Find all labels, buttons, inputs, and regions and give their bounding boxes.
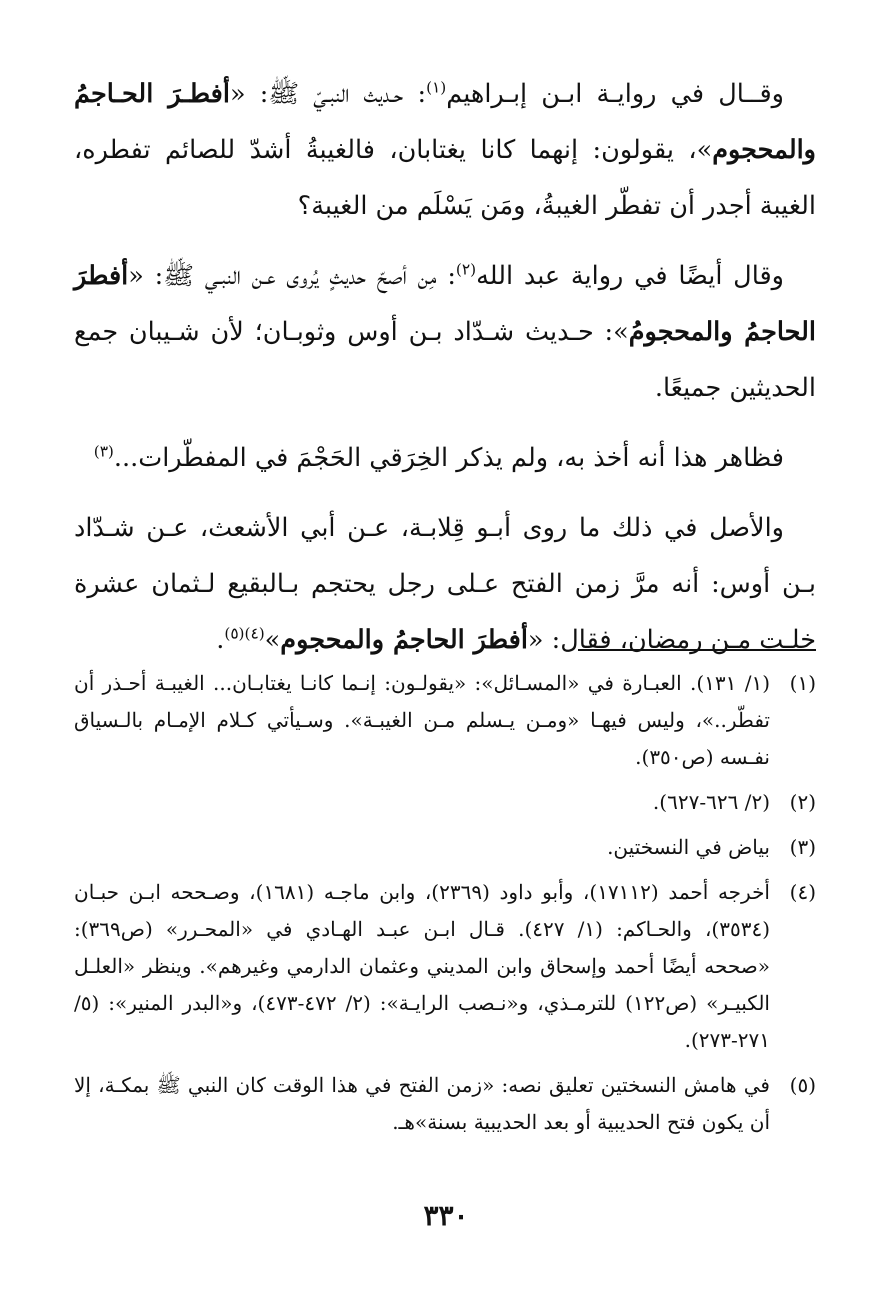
paragraph-text: : مِن أصحّ حديثٍ يُروى عـن النبـي ﷺ: « [128, 261, 456, 291]
paragraph-text: »، يقولون: إنهما كانا يغتابان، فالغيبةُ أشدّ للصائم تفطره، الغيبة أجدر أن تفطّر الغيبةُ، ومَن يَسْلَم من الغيبة؟ [74, 135, 816, 221]
footnote-2 [74, 784, 816, 821]
paragraph-text: فظاهر هذا أنه أخذ به، ولم يذكر الخِرَقي الحَجْمَ في المفطّرات... [113, 443, 784, 473]
footnote-3 [74, 829, 816, 866]
footnote-text: أخرجه أحمد (١٧١١٢)، وأبو داود (٢٣٦٩)، وابن ماجـه (١٦٨١)، وصـححه ابـن حبـان (٣٥٣٤)، والحـاكم: (١/ ٤٢٧). قـال ابـن عبـد الهـادي في «المحـرر» (ص٣٦٩): «صححه أيضًا أحمد وإسحاق وابن المديني وعثمان الدارمي وغيرهم». وينظر «العلـل الكبيـر» (ص١٢٢) للترمـذي، و«نـصب الرايـة»: (٢/ ٤٧٢-٤٧٣)، و«البدر المنير»: (٥/ ٢٧١-٢٧٣). [74, 880, 770, 1052]
paragraph-4 [74, 500, 816, 668]
footnote-4 [74, 874, 816, 1059]
footnote-marker: (٢) [455, 260, 477, 279]
footnote-number: (٢) [789, 790, 816, 814]
footnote-text: بياض في النسختين. [607, 835, 770, 859]
hadith-quote: أفطـرَ الحـاجمُ والمحجوم [74, 79, 816, 165]
footnotes [74, 665, 816, 1149]
footnote-marker: (٣) [93, 442, 114, 461]
footnote-number: (٤) [789, 880, 816, 904]
paragraph-text: »: حـديث شـدّاد بـن أوس وثوبـان؛ لأن شـيبان جمع الحديثين جميعًا. [74, 317, 816, 403]
footnote-marker: (٤)(٥) [224, 624, 265, 643]
footnote-1 [74, 665, 816, 776]
page-number: ٣٣٠ [423, 1199, 469, 1232]
paragraph-3 [74, 430, 816, 486]
paragraph-2 [74, 248, 816, 416]
paragraph-1 [74, 66, 816, 234]
footnote-text: (١/ ١٣١). العبـارة في «المسـائل»: «يقولـون: إنـما كانـا يغتابـان... الغيبـة أحـذر أن تفطّر..»، وليس فيهـا «ومـن يـسلم مـن الغيبـة». وسـيأتي كـلام الإمـام بالـسياق نفـسه (ص٣٥٠). [74, 671, 770, 769]
footnote-text: في هامش النسختين تعليق نصه: «زمن الفتح في هذا الوقت كان النبي ﷺ بمكـة، إلا أن يكون فتح الحديبية أو بعد الحديبية بسنة»هـ. [74, 1073, 770, 1134]
paragraph-text: . [216, 625, 225, 655]
paragraph-text: وقال أيضًا في رواية عبد الله [476, 261, 784, 291]
main-text [74, 66, 816, 682]
paragraph-text: » [264, 625, 281, 655]
footnote-separator [578, 649, 816, 651]
footnote-5 [74, 1067, 816, 1141]
paragraph-text: والأصل في ذلك ما روى أبـو قِلابـة، عـن أبي الأشعث، عـن شـدّاد بـن أوس: أنه مرَّ زمن الفتح عـلى رجل يحتجم بـالبقيع لـثمان عشرة خلـت مـن رمضان، فقال: « [74, 513, 816, 655]
hadith-quote: أفطرَ الحاجمُ والمحجومُ [74, 261, 816, 347]
footnote-number: (٥) [789, 1073, 816, 1097]
hadith-quote: أفطرَ الحاجمُ والمحجوم [280, 625, 528, 655]
footnote-number: (١) [789, 671, 816, 695]
footnote-text: (٢/ ٦٢٦-٦٢٧). [652, 790, 770, 814]
footnote-marker: (١) [426, 78, 447, 97]
paragraph-text: : حـديث النبـيّ ﷺ: « [229, 79, 427, 109]
paragraph-text: وقــال في روايـة ابـن إبـراهيم [446, 79, 785, 109]
footnote-number: (٣) [789, 835, 816, 859]
